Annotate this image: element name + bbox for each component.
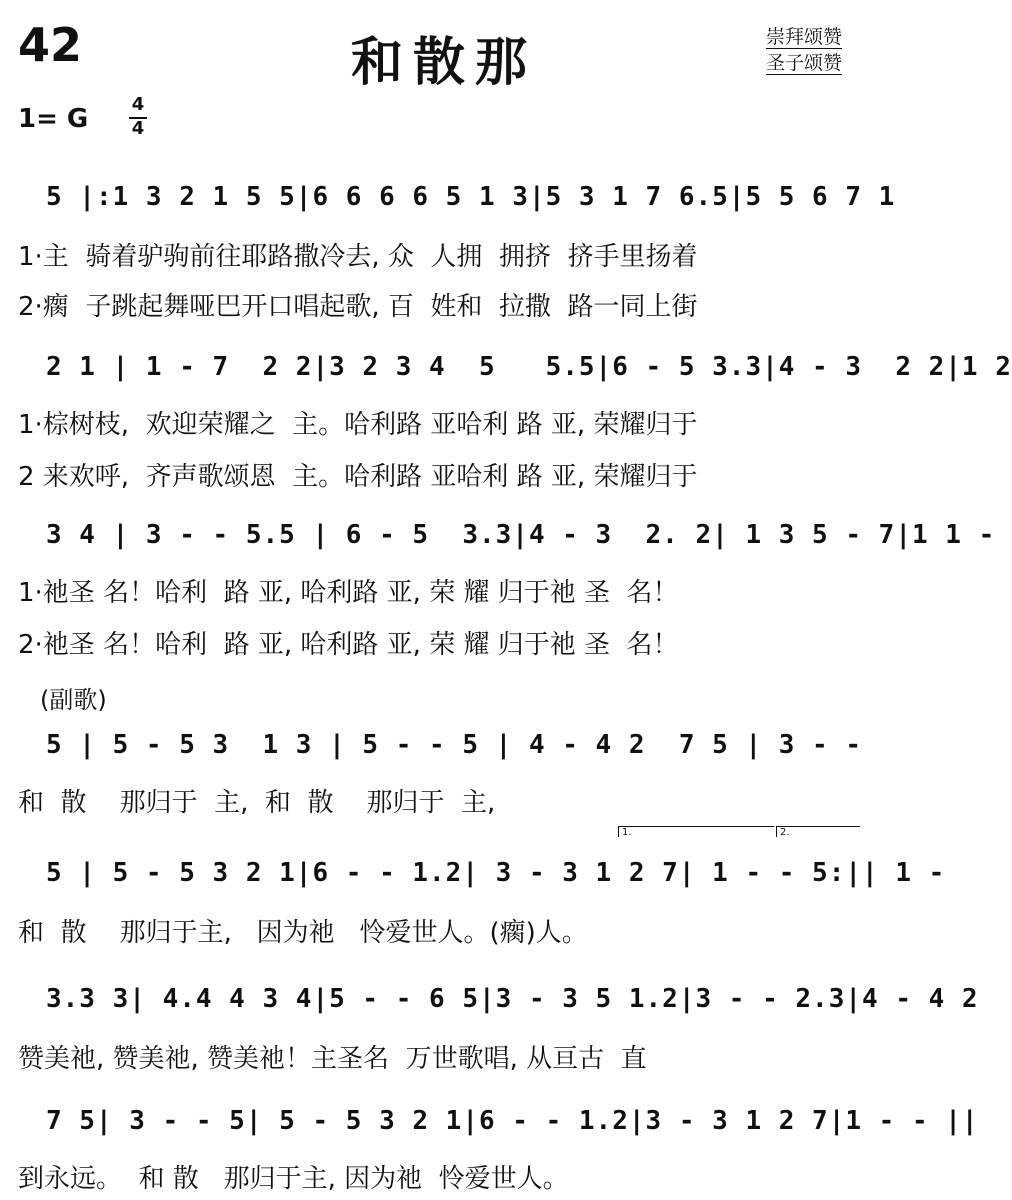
lyric-line-7: 到永远。 和 散 那归于主, 因为祂 怜爱世人。 [18, 1164, 569, 1194]
time-signature-top: 4 [131, 94, 145, 115]
notation-line-2: 2 1 | 1 - 7 2 2|3 2 3 4 5 5.5|6 - 5 3.3|4 - 3 2 2|1 2 [46, 352, 1012, 382]
time-signature-bottom: 4 [131, 118, 145, 139]
lyric-line-1-verse-2: 2·瘸 子跳起舞哑巴开口唱起歌, 百 姓和 拉撒 路一同上街 [18, 292, 698, 322]
second-ending-label: 2. [780, 827, 790, 838]
notation-line-5: 5 | 5 - 5 3 2 1|6 - - 1.2| 3 - 3 1 2 7| 1 - - 5:|| 1 - [46, 858, 946, 888]
notation-line-4: 5 | 5 - 5 3 1 3 | 5 - - 5 | 4 - 4 2 7 5 | 3 - - [46, 730, 863, 760]
lyric-line-6: 赞美祂, 赞美祂, 赞美祂！主圣名 万世歌唱, 从亘古 直 [18, 1044, 647, 1074]
second-ending-bracket [776, 826, 860, 837]
category-label-son: 圣子颂赞 [766, 52, 843, 74]
lyric-line-1-verse-1: 1·主 骑着驴驹前往耶路撒冷去, 众 人拥 拥挤 挤手里扬着 [18, 242, 698, 272]
notation-line-7: 7 5| 3 - - 5| 5 - 5 3 2 1|6 - - 1.2|3 - 3 1 2 7|1 - - || [46, 1106, 979, 1136]
category-label-worship: 崇拜颂赞 [766, 26, 843, 48]
lyric-line-3-verse-1: 1·祂圣 名！哈利 路 亚, 哈利路 亚, 荣 耀 归于祂 圣 名！ [18, 578, 679, 608]
lyric-line-3-verse-2: 2·祂圣 名！哈利 路 亚, 哈利路 亚, 荣 耀 归于祂 圣 名！ [18, 630, 679, 660]
notation-line-6: 3.3 3| 4.4 4 3 4|5 - - 6 5|3 - 3 5 1.2|3 - - 2.3|4 - 4 2 [46, 984, 979, 1014]
chorus-label: (副歌) [40, 686, 107, 714]
lyric-line-4: 和 散 那归于 主, 和 散 那归于 主, [18, 788, 496, 818]
first-ending-label: 1. [622, 827, 632, 838]
first-ending-bracket [618, 826, 774, 837]
lyric-line-2-verse-1: 1·棕树枝, 欢迎荣耀之 主。哈利路 亚哈利 路 亚, 荣耀归于 [18, 410, 698, 440]
key-signature: 1= G [18, 104, 89, 134]
hymn-title: 和散那 [350, 32, 537, 93]
lyric-line-2-verse-2: 2 来欢呼, 齐声歌颂恩 主。哈利路 亚哈利 路 亚, 荣耀归于 [18, 462, 698, 492]
notation-line-3: 3 4 | 3 - - 5.5 | 6 - 5 3.3|4 - 3 2. 2| 1 3 5 - 7|1 1 - [46, 520, 996, 550]
lyric-line-5: 和 散 那归于主, 因为祂 怜爱世人。(瘸)人。 [18, 918, 588, 948]
hymn-number: 42 [18, 18, 83, 72]
notation-line-1: 5 |:1 3 2 1 5 5|6 6 6 6 5 1 3|5 3 1 7 6.5|5 5 6 7 1 [46, 182, 896, 212]
